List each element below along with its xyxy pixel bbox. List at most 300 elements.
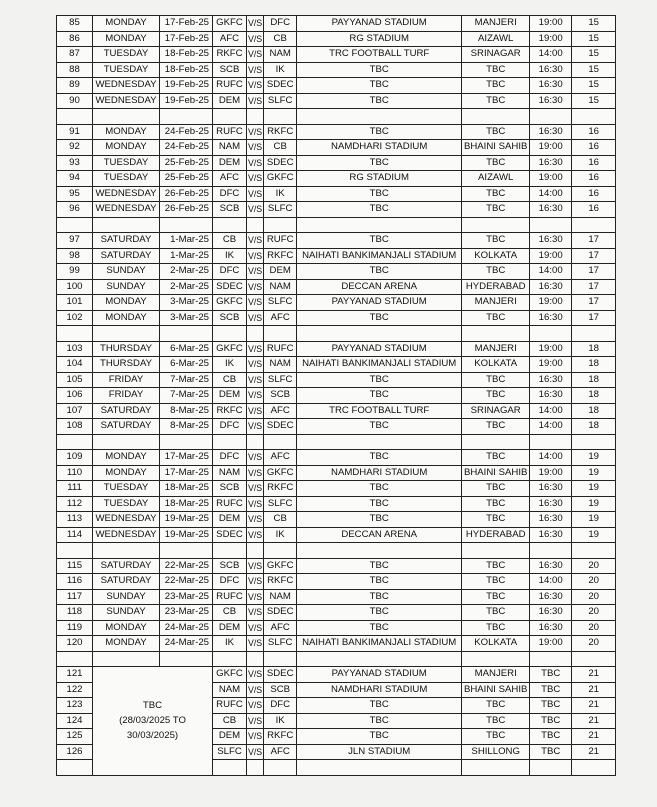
match-number: 115 — [57, 558, 93, 574]
kickoff-time: 16:30 — [530, 558, 572, 574]
venue: NAIHATI BANKIMANJALI STADIUM — [297, 636, 462, 652]
home-team: DEM — [213, 512, 247, 528]
away-team: RKFC — [264, 729, 297, 745]
home-team: IK — [213, 636, 247, 652]
empty-cell — [297, 109, 462, 125]
round-number: 21 — [572, 744, 616, 760]
empty-cell — [297, 651, 462, 667]
spacer-row — [57, 326, 616, 342]
match-date: 2-Mar-25 — [160, 264, 213, 280]
away-team: IK — [264, 527, 297, 543]
table-row — [57, 31, 616, 47]
match-number: 97 — [57, 233, 93, 249]
match-number: 103 — [57, 341, 93, 357]
kickoff-time: 16:30 — [530, 124, 572, 140]
match-day: TUESDAY — [93, 171, 160, 187]
match-number: 114 — [57, 527, 93, 543]
empty-cell — [213, 109, 247, 125]
empty-cell — [530, 326, 572, 342]
match-day: MONDAY — [93, 465, 160, 481]
match-date: 25-Feb-25 — [160, 155, 213, 171]
match-date: 24-Feb-25 — [160, 124, 213, 140]
empty-cell — [572, 543, 616, 559]
home-team: RKFC — [213, 403, 247, 419]
home-team: RUFC — [213, 496, 247, 512]
round-number: 21 — [572, 667, 616, 683]
city: TBC — [462, 419, 530, 435]
home-team: RUFC — [213, 589, 247, 605]
city: TBC — [462, 372, 530, 388]
home-team: DFC — [213, 264, 247, 280]
round-number: 20 — [572, 620, 616, 636]
empty-cell — [530, 760, 572, 776]
away-team: RKFC — [264, 481, 297, 497]
versus-label: V/S — [247, 465, 264, 481]
match-date: 7-Mar-25 — [160, 388, 213, 404]
venue: TBC — [297, 481, 462, 497]
match-day: MONDAY — [93, 450, 160, 466]
versus-label: V/S — [247, 233, 264, 249]
match-number: 86 — [57, 31, 93, 47]
round-number: 19 — [572, 481, 616, 497]
match-day: SATURDAY — [93, 233, 160, 249]
match-date: 24-Mar-25 — [160, 620, 213, 636]
match-date: 2-Mar-25 — [160, 279, 213, 295]
city: SHILLONG — [462, 744, 530, 760]
versus-label: V/S — [247, 16, 264, 32]
versus-label: V/S — [247, 496, 264, 512]
kickoff-time: 16:30 — [530, 310, 572, 326]
empty-cell — [213, 760, 247, 776]
match-date: 25-Feb-25 — [160, 171, 213, 187]
match-number: 108 — [57, 419, 93, 435]
fixture-table — [56, 15, 616, 776]
home-team: SCB — [213, 202, 247, 218]
match-number: 92 — [57, 140, 93, 156]
away-team: DFC — [264, 16, 297, 32]
venue: PAYYANAD STADIUM — [297, 16, 462, 32]
kickoff-time: 19:00 — [530, 357, 572, 373]
match-date: 8-Mar-25 — [160, 419, 213, 435]
round-number: 17 — [572, 295, 616, 311]
empty-cell — [160, 651, 213, 667]
match-day: TUESDAY — [93, 481, 160, 497]
empty-cell — [57, 651, 93, 667]
venue: TRC FOOTBALL TURF — [297, 47, 462, 63]
city: BHAINI SAHIB — [462, 140, 530, 156]
versus-label: V/S — [247, 698, 264, 714]
kickoff-time: TBC — [530, 698, 572, 714]
match-date: 7-Mar-25 — [160, 372, 213, 388]
table-row — [57, 558, 616, 574]
venue: TBC — [297, 93, 462, 109]
empty-cell — [264, 543, 297, 559]
home-team: DFC — [213, 574, 247, 590]
match-date: 17-Mar-25 — [160, 450, 213, 466]
empty-cell — [530, 434, 572, 450]
round-number: 16 — [572, 140, 616, 156]
table-row — [57, 47, 616, 63]
city: TBC — [462, 310, 530, 326]
match-date: 26-Feb-25 — [160, 186, 213, 202]
table-row — [57, 295, 616, 311]
match-day: WEDNESDAY — [93, 512, 160, 528]
away-team: GKFC — [264, 171, 297, 187]
match-date: 22-Mar-25 — [160, 574, 213, 590]
home-team: RUFC — [213, 124, 247, 140]
away-team: NAM — [264, 357, 297, 373]
away-team: SDEC — [264, 605, 297, 621]
round-number: 21 — [572, 729, 616, 745]
match-day: SATURDAY — [93, 419, 160, 435]
away-team: RUFC — [264, 341, 297, 357]
venue: TBC — [297, 729, 462, 745]
city: TBC — [462, 388, 530, 404]
empty-cell — [462, 543, 530, 559]
away-team: SCB — [264, 682, 297, 698]
round-number: 19 — [572, 512, 616, 528]
kickoff-time: 16:30 — [530, 496, 572, 512]
home-team: RUFC — [213, 698, 247, 714]
match-day: SUNDAY — [93, 589, 160, 605]
table-row — [57, 140, 616, 156]
empty-cell — [297, 217, 462, 233]
versus-label: V/S — [247, 527, 264, 543]
empty-cell — [247, 434, 264, 450]
empty-cell — [462, 109, 530, 125]
versus-label: V/S — [247, 310, 264, 326]
away-team: SDEC — [264, 78, 297, 94]
versus-label: V/S — [247, 574, 264, 590]
match-day: MONDAY — [93, 124, 160, 140]
match-day: SUNDAY — [93, 264, 160, 280]
table-row — [57, 527, 616, 543]
home-team: GKFC — [213, 295, 247, 311]
match-day: FRIDAY — [93, 372, 160, 388]
venue: NAMDHARI STADIUM — [297, 682, 462, 698]
versus-label: V/S — [247, 124, 264, 140]
table-row — [57, 264, 616, 280]
venue: TBC — [297, 620, 462, 636]
kickoff-time: 16:30 — [530, 481, 572, 497]
away-team: CB — [264, 140, 297, 156]
kickoff-time: 19:00 — [530, 465, 572, 481]
city: TBC — [462, 605, 530, 621]
venue: NAMDHARI STADIUM — [297, 465, 462, 481]
match-number: 101 — [57, 295, 93, 311]
venue: TBC — [297, 512, 462, 528]
empty-cell — [530, 217, 572, 233]
away-team: AFC — [264, 403, 297, 419]
away-team: SDEC — [264, 419, 297, 435]
city: HYDERABAD — [462, 527, 530, 543]
versus-label: V/S — [247, 682, 264, 698]
home-team: DFC — [213, 419, 247, 435]
table-row — [57, 589, 616, 605]
venue: JLN STADIUM — [297, 744, 462, 760]
versus-label: V/S — [247, 558, 264, 574]
empty-cell — [264, 651, 297, 667]
match-day: SUNDAY — [93, 279, 160, 295]
home-team: SDEC — [213, 527, 247, 543]
venue: DECCAN ARENA — [297, 527, 462, 543]
round-number: 17 — [572, 264, 616, 280]
match-number: 87 — [57, 47, 93, 63]
kickoff-time: 16:30 — [530, 605, 572, 621]
empty-cell — [160, 109, 213, 125]
match-number: 123 — [57, 698, 93, 714]
empty-cell — [57, 760, 93, 776]
empty-cell — [462, 760, 530, 776]
match-number: 111 — [57, 481, 93, 497]
table-row — [57, 155, 616, 171]
match-number: 105 — [57, 372, 93, 388]
match-date: 17-Feb-25 — [160, 16, 213, 32]
table-row — [57, 171, 616, 187]
versus-label: V/S — [247, 388, 264, 404]
table-row — [57, 465, 616, 481]
match-number: 120 — [57, 636, 93, 652]
versus-label: V/S — [247, 47, 264, 63]
match-number: 90 — [57, 93, 93, 109]
city: TBC — [462, 264, 530, 280]
match-day: SATURDAY — [93, 558, 160, 574]
match-date: 24-Feb-25 — [160, 140, 213, 156]
empty-cell — [247, 543, 264, 559]
round-number: 20 — [572, 574, 616, 590]
venue: TBC — [297, 574, 462, 590]
match-day: WEDNESDAY — [93, 527, 160, 543]
empty-cell — [530, 109, 572, 125]
home-team: CB — [213, 605, 247, 621]
empty-cell — [572, 217, 616, 233]
table-row — [57, 248, 616, 264]
match-day: TUESDAY — [93, 496, 160, 512]
venue: TBC — [297, 186, 462, 202]
home-team: SLFC — [213, 744, 247, 760]
city: TBC — [462, 450, 530, 466]
home-team: SCB — [213, 481, 247, 497]
match-day: SATURDAY — [93, 574, 160, 590]
kickoff-time: TBC — [530, 667, 572, 683]
round-number: 20 — [572, 636, 616, 652]
away-team: NAM — [264, 589, 297, 605]
versus-label: V/S — [247, 636, 264, 652]
venue: TBC — [297, 713, 462, 729]
empty-cell — [57, 543, 93, 559]
match-day: MONDAY — [93, 295, 160, 311]
city: HYDERABAD — [462, 279, 530, 295]
away-team: RKFC — [264, 574, 297, 590]
spacer-row — [57, 651, 616, 667]
table-row — [57, 403, 616, 419]
versus-label: V/S — [247, 186, 264, 202]
empty-cell — [247, 760, 264, 776]
venue: TBC — [297, 450, 462, 466]
empty-cell — [160, 326, 213, 342]
away-team: CB — [264, 31, 297, 47]
match-day: THURSDAY — [93, 357, 160, 373]
match-number: 117 — [57, 589, 93, 605]
city: TBC — [462, 620, 530, 636]
city: AIZAWL — [462, 31, 530, 47]
round-number: 18 — [572, 403, 616, 419]
kickoff-time: 16:30 — [530, 62, 572, 78]
kickoff-time: 19:00 — [530, 31, 572, 47]
match-day: MONDAY — [93, 140, 160, 156]
kickoff-time: 14:00 — [530, 47, 572, 63]
match-day: WEDNESDAY — [93, 202, 160, 218]
city: TBC — [462, 202, 530, 218]
empty-cell — [247, 651, 264, 667]
kickoff-time: 16:30 — [530, 78, 572, 94]
empty-cell — [57, 217, 93, 233]
venue: TBC — [297, 155, 462, 171]
round-number: 15 — [572, 93, 616, 109]
kickoff-time: 16:30 — [530, 279, 572, 295]
away-team: IK — [264, 186, 297, 202]
match-day: WEDNESDAY — [93, 186, 160, 202]
city: TBC — [462, 558, 530, 574]
venue: RG STADIUM — [297, 31, 462, 47]
empty-cell — [264, 760, 297, 776]
versus-label: V/S — [247, 93, 264, 109]
match-date: 19-Feb-25 — [160, 78, 213, 94]
round-number: 16 — [572, 186, 616, 202]
away-team: SLFC — [264, 202, 297, 218]
kickoff-time: 16:30 — [530, 620, 572, 636]
empty-cell — [264, 434, 297, 450]
versus-label: V/S — [247, 450, 264, 466]
venue: TBC — [297, 372, 462, 388]
table-row — [57, 620, 616, 636]
match-number: 94 — [57, 171, 93, 187]
empty-cell — [93, 217, 160, 233]
home-team: DFC — [213, 186, 247, 202]
match-number: 89 — [57, 78, 93, 94]
table-row — [57, 605, 616, 621]
venue: TBC — [297, 124, 462, 140]
match-date: 23-Mar-25 — [160, 605, 213, 621]
away-team: SDEC — [264, 667, 297, 683]
match-date: 19-Feb-25 — [160, 93, 213, 109]
venue: TBC — [297, 698, 462, 714]
kickoff-time: 14:00 — [530, 264, 572, 280]
match-date: 18-Mar-25 — [160, 481, 213, 497]
date-tbc-merged-cell: TBC (28/03/2025 TO 30/03/2025) — [93, 667, 213, 776]
away-team: RKFC — [264, 248, 297, 264]
city: MANJERI — [462, 295, 530, 311]
round-number: 20 — [572, 558, 616, 574]
versus-label: V/S — [247, 357, 264, 373]
versus-label: V/S — [247, 620, 264, 636]
home-team: NAM — [213, 682, 247, 698]
kickoff-time: 19:00 — [530, 16, 572, 32]
home-team: DEM — [213, 155, 247, 171]
venue: TBC — [297, 62, 462, 78]
versus-label: V/S — [247, 419, 264, 435]
empty-cell — [297, 434, 462, 450]
match-number: 95 — [57, 186, 93, 202]
venue: RG STADIUM — [297, 171, 462, 187]
home-team: RKFC — [213, 47, 247, 63]
fixture-table-body — [57, 16, 616, 776]
table-row — [57, 357, 616, 373]
versus-label: V/S — [247, 713, 264, 729]
round-number: 17 — [572, 233, 616, 249]
versus-label: V/S — [247, 140, 264, 156]
table-row — [57, 388, 616, 404]
kickoff-time: 14:00 — [530, 419, 572, 435]
match-date: 22-Mar-25 — [160, 558, 213, 574]
match-number: 85 — [57, 16, 93, 32]
away-team: CB — [264, 512, 297, 528]
home-team: DEM — [213, 388, 247, 404]
venue: TBC — [297, 558, 462, 574]
kickoff-time: 16:30 — [530, 589, 572, 605]
versus-label: V/S — [247, 279, 264, 295]
city: SRINAGAR — [462, 47, 530, 63]
empty-cell — [93, 326, 160, 342]
city: TBC — [462, 233, 530, 249]
match-number: 126 — [57, 744, 93, 760]
table-row — [57, 667, 616, 683]
venue: PAYYANAD STADIUM — [297, 295, 462, 311]
city: TBC — [462, 589, 530, 605]
home-team: SDEC — [213, 279, 247, 295]
spacer-row — [57, 217, 616, 233]
empty-cell — [213, 434, 247, 450]
match-date: 8-Mar-25 — [160, 403, 213, 419]
round-number: 19 — [572, 496, 616, 512]
city: BHAINI SAHIB — [462, 682, 530, 698]
venue: PAYYANAD STADIUM — [297, 667, 462, 683]
round-number: 17 — [572, 248, 616, 264]
versus-label: V/S — [247, 31, 264, 47]
kickoff-time: 16:30 — [530, 155, 572, 171]
away-team: IK — [264, 713, 297, 729]
match-day: MONDAY — [93, 310, 160, 326]
home-team: DEM — [213, 729, 247, 745]
versus-label: V/S — [247, 667, 264, 683]
table-row — [57, 186, 616, 202]
kickoff-time: 14:00 — [530, 186, 572, 202]
empty-cell — [57, 434, 93, 450]
city: AIZAWL — [462, 171, 530, 187]
table-row — [57, 481, 616, 497]
city: TBC — [462, 186, 530, 202]
away-team: SLFC — [264, 93, 297, 109]
home-team: CB — [213, 233, 247, 249]
home-team: AFC — [213, 31, 247, 47]
match-date: 1-Mar-25 — [160, 233, 213, 249]
match-number: 109 — [57, 450, 93, 466]
kickoff-time: 16:30 — [530, 388, 572, 404]
round-number: 15 — [572, 31, 616, 47]
away-team: AFC — [264, 620, 297, 636]
empty-cell — [530, 543, 572, 559]
city: TBC — [462, 512, 530, 528]
city: BHAINI SAHIB — [462, 465, 530, 481]
match-date: 18-Feb-25 — [160, 62, 213, 78]
kickoff-time: TBC — [530, 729, 572, 745]
match-number: 99 — [57, 264, 93, 280]
versus-label: V/S — [247, 202, 264, 218]
match-number: 119 — [57, 620, 93, 636]
city: KOLKATA — [462, 357, 530, 373]
away-team: AFC — [264, 450, 297, 466]
table-row — [57, 372, 616, 388]
